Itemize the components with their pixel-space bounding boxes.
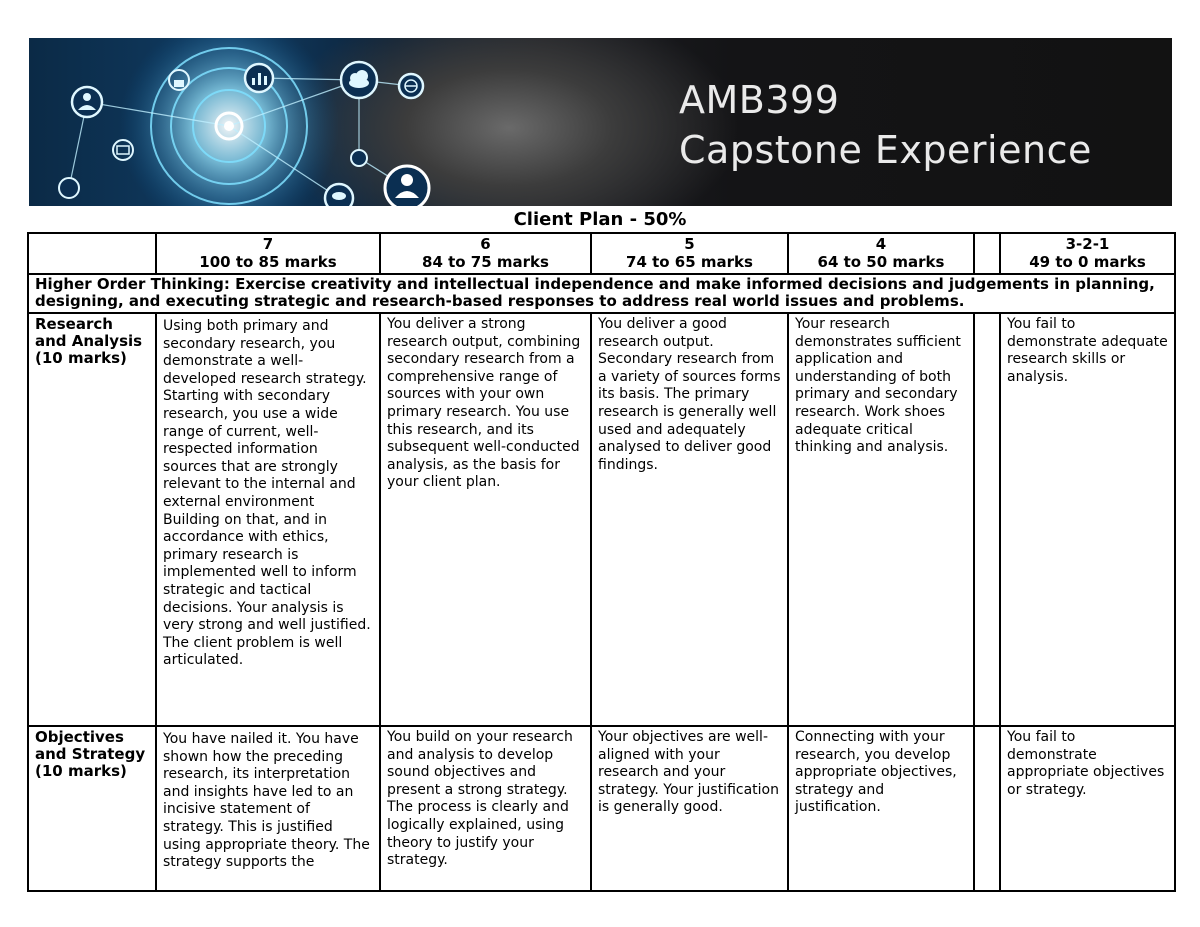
grade-header-row (28, 233, 1175, 274)
criterion-cell-grade-4: Connecting with your research, you develop appropriate objectives, strategy and justification. (788, 726, 974, 891)
globe-icon (399, 74, 423, 98)
person-icon (72, 87, 102, 117)
higher-order-thinking: Higher Order Thinking: Exercise creativity and intellectual independence and make informed decisions and judgements in planning, designing, and executing strategic and research-based responses to address real world issues and problems. (28, 274, 1175, 313)
grade-marks: 100 to 85 marks (199, 253, 337, 271)
grade-header-5 (591, 233, 788, 274)
criterion-name: Objectives and Strategy (10 marks) (28, 726, 156, 891)
criterion-cell-grade-7 (156, 726, 380, 891)
criterion-row (28, 726, 1175, 891)
spacer-cell (974, 313, 1000, 726)
criterion-cell-grade-3-2-1: You fail to demonstrate appropriate objectives or strategy. (1000, 726, 1175, 891)
person-icon (385, 166, 429, 206)
grade-label: 5 (684, 235, 695, 253)
speech-icon (325, 184, 353, 206)
criterion-name: Research and Analysis (10 marks) (28, 313, 156, 726)
criterion-cell-grade-5: Your objectives are well-aligned with your research and your strategy. Your justification is generally good. (591, 726, 788, 891)
higher-order-row (28, 274, 1175, 313)
document-title: Client Plan - 50% (513, 209, 687, 230)
grade-label: 6 (480, 235, 491, 253)
grade-marks: 84 to 75 marks (422, 253, 549, 271)
criterion-cell-grade-4: Your research demonstrates sufficient application and understanding of both primary and secondary research. Work shoes adequate critical thinking and analysis. (788, 313, 974, 726)
criterion-cell-grade-6: You deliver a strong research output, combining secondary research from a comprehensive range of sources with your own primary research. You use this research, and its subsequent well-conducted analysis, as the basis for your client plan. (380, 313, 591, 726)
grade-header-3-2-1 (1000, 233, 1175, 274)
criterion-cell-grade-6: You build on your research and analysis to develop sound objectives and present a strong strategy. The process is clearly and logically explained, using theory to justify your strategy. (380, 726, 591, 891)
grade-marks: 74 to 65 marks (626, 253, 753, 271)
grade-header-6 (380, 233, 591, 274)
criterion-cell-grade-7: Using both primary and secondary research, you demonstrate a well-developed research strategy. Starting with secondary research, you use a wide range of current, well-respected information sources that are strongly relevant to the internal and external environment Building on that, and in accordance with ethics, primary research is implemented well to inform strategic and tactical decisions. Your analysis is very strong and well justified. The client problem is well articulated. (156, 313, 380, 726)
grade-label: 3-2-1 (1065, 235, 1110, 253)
cloud-icon (341, 62, 377, 98)
rubric-table (27, 232, 1176, 892)
grade-header-7 (156, 233, 380, 274)
spacer-cell (974, 233, 1000, 274)
spacer-cell (974, 726, 1000, 891)
grade-marks: 49 to 0 marks (1029, 253, 1146, 271)
grade-header-4 (788, 233, 974, 274)
header-corner-cell (28, 233, 156, 274)
course-banner (29, 38, 1172, 206)
criterion-cell-grade-5: You deliver a good research output. Secondary research from a variety of sources forms its basis. The primary research is generally well used and adequately analysed to deliver good findings. (591, 313, 788, 726)
grade-label: 4 (875, 235, 887, 253)
grade-marks: 64 to 50 marks (817, 253, 945, 271)
grade-label: 7 (262, 235, 274, 253)
criterion-cell-grade-3-2-1: You fail to demonstrate adequate research skills or analysis. (1000, 313, 1175, 726)
network-illustration (29, 38, 629, 206)
chart-icon (245, 64, 273, 92)
course-title: Capstone Experience (679, 128, 1092, 172)
course-code: AMB399 (679, 78, 840, 122)
criterion-row (28, 313, 1175, 726)
criterion-cell-text: You have nailed it. You have shown how the preceding research, its interpretation and insights have led to an incisive statement of strategy. This is justified using appropriate theory. The strategy supports the (163, 731, 370, 871)
